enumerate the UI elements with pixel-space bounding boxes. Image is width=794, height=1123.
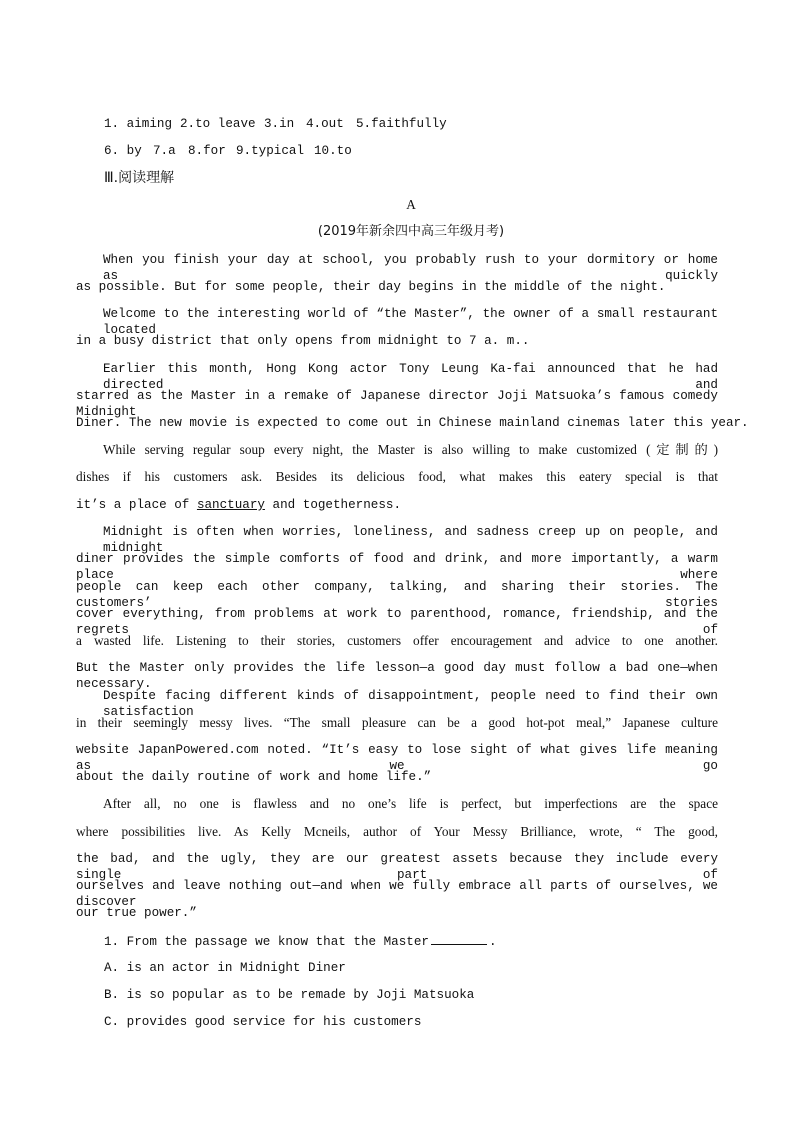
passage-line: When you finish your day at school, you probably rush to your dormitory or home as quickly — [103, 253, 718, 283]
answer-item: 3.in — [264, 117, 295, 131]
answer-blank — [431, 933, 487, 945]
passage-line: starred as the Master in a remake of Japanese director Joji Matsuoka’s famous comedy Midnight — [76, 389, 718, 419]
passage-line: While serving regular soup every night, the Master is also willing to make customized (定制的) — [103, 442, 718, 457]
passage-line: Welcome to the interesting world of “the Master”, the owner of a small restaurant located — [103, 307, 718, 337]
passage-line: After all, no one is flawless and no one’s life is perfect, but imperfections are the space — [103, 796, 718, 811]
answer-item: 6. by — [104, 144, 142, 158]
answer-item: 7.a — [153, 144, 176, 158]
passage-line: But the Master only provides the life lesson—a good day must follow a bad one—when necessary. — [76, 661, 718, 691]
question-end: . — [488, 935, 497, 949]
passage-line: Diner. The new movie is expected to come out in Chinese mainland cinemas later this year. — [76, 416, 749, 430]
passage-label: A — [406, 197, 416, 212]
passage-line: in a busy district that only opens from midnight to 7 a. m.. — [76, 334, 530, 348]
answer-item: 9.typical — [236, 144, 305, 158]
section-heading: Ⅲ.阅读理解 — [104, 170, 175, 186]
passage-line: people can keep each other company, talking, and sharing their stories. The customers’ stories — [76, 580, 718, 610]
option-a: A. is an actor in Midnight Diner — [104, 961, 346, 975]
passage-line: our true power.” — [76, 906, 197, 920]
question-text: 1. From the passage we know that the Master — [104, 935, 429, 949]
text-fragment: and togetherness. — [272, 498, 402, 512]
passage-line: website JapanPowered.com noted. “It’s easy to lose sight of what gives life meaning as we go — [76, 743, 718, 773]
answer-item: 2.to leave — [180, 117, 256, 131]
passage-line: a wasted life. Listening to their stories, customers offer encouragement and advice to one another. — [76, 633, 718, 648]
option-c: C. provides good service for his customers — [104, 1015, 422, 1029]
passage-source: (2019年新余四中高三年级月考) — [317, 224, 505, 239]
passage-line: about the daily routine of work and home life.” — [76, 770, 432, 784]
answer-item: 10.to — [314, 144, 352, 158]
answer-item: 5.faithfully — [356, 117, 447, 131]
passage-line: in their seemingly messy lives. “The small pleasure can be a good hot-pot meal,” Japanese culture — [76, 715, 718, 730]
passage-line — [76, 497, 718, 513]
passage-line: cover everything, from problems at work to parenthood, romance, friendship, and the regrets of — [76, 607, 718, 637]
answer-item: 4.out — [306, 117, 344, 131]
passage-line: the bad, and the ugly, they are our greatest assets because they include every single part of — [76, 852, 718, 882]
passage-line: diner provides the simple comforts of food and drink, and more importantly, a warm place where — [76, 552, 718, 582]
passage-line: Midnight is often when worries, loneliness, and sadness creep up on people, and midnight — [103, 525, 718, 555]
passage-line: where possibilities live. As Kelly Mcneils, author of Your Messy Brilliance, wrote, “ The good, — [76, 824, 718, 839]
passage-line: as possible. But for some people, their day begins in the middle of the night. — [76, 280, 666, 294]
option-b: B. is so popular as to be remade by Joji Matsuoka — [104, 988, 475, 1002]
passage-line: Earlier this month, Hong Kong actor Tony Leung Ka-fai announced that he had directed and — [103, 362, 718, 392]
text-fragment: it’s a place of — [76, 498, 190, 512]
question-stem — [104, 933, 746, 950]
answer-item: 1. aiming — [104, 117, 173, 131]
passage-line: dishes if his customers ask. Besides its delicious food, what makes this eatery special is that — [76, 469, 718, 484]
answer-item: 8.for — [188, 144, 226, 158]
passage-line: ourselves and leave nothing out—and when we fully embrace all parts of ourselves, we discover — [76, 879, 718, 909]
passage-line: Despite facing different kinds of disappointment, people need to find their own satisfaction — [103, 689, 718, 719]
underlined-word-sanctuary: sanctuary — [196, 498, 265, 512]
